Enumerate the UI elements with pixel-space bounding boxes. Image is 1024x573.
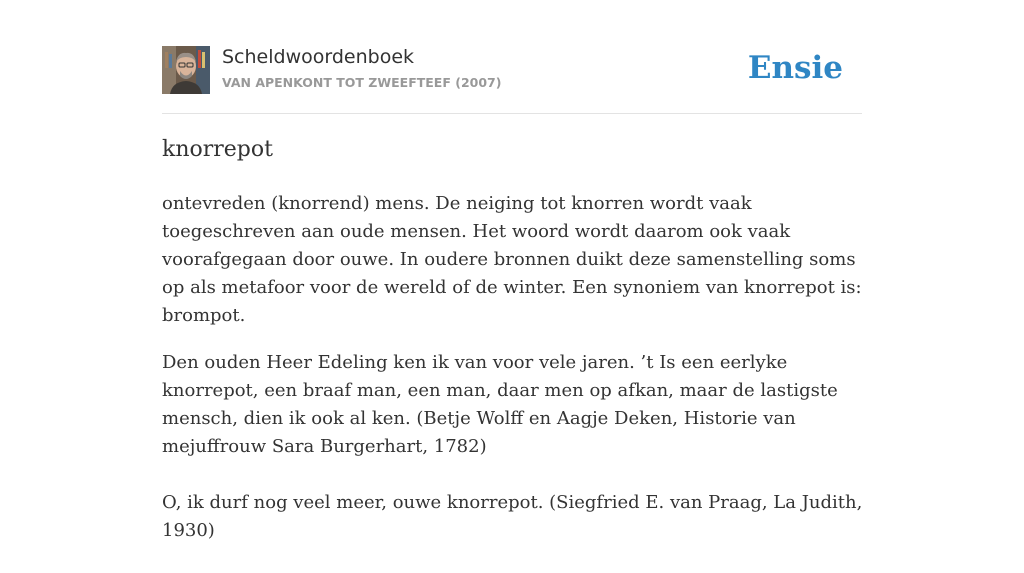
entry-content [162,190,864,573]
author-avatar[interactable] [162,46,210,94]
entry-definition: ontevreden (knorrend) mens. De neiging tot knorren wordt vaak toegeschreven aan oude mensen. Het woord wordt daarom ook vaak voorafgegaan door ouwe. In oudere bronnen duikt deze samenstelling soms op als metafoor voor de wereld of de winter. Een synoniem van knorrepot is: brompot. [162,193,862,326]
header-divider [162,113,862,114]
author-portrait-icon [162,46,210,94]
entry-title: knorrepot [162,137,273,162]
entry-quote: O, ik durf nog veel meer, ouwe knorrepot. (Siegfried E. van Praag, La Judith, 1930) [162,492,863,541]
entry-quote: Den ouden Heer Edeling ken ik van voor vele jaren. ’t Is een eerlyke knorrepot, een braaf man, een man, daar men op afkan, maar de lastigste mensch, dien ik ook al ken. (Betje Wolff en Aagje Deken, Historie van mejuffrouw Sara Burgerhart, 1782) [162,352,838,457]
source-header [162,46,862,96]
ensie-logo[interactable]: Ensie [747,50,843,86]
source-title[interactable]: Scheldwoordenboek [222,46,415,68]
source-subtitle: VAN APENKONT TOT ZWEEFTEEF (2007) [222,75,502,90]
